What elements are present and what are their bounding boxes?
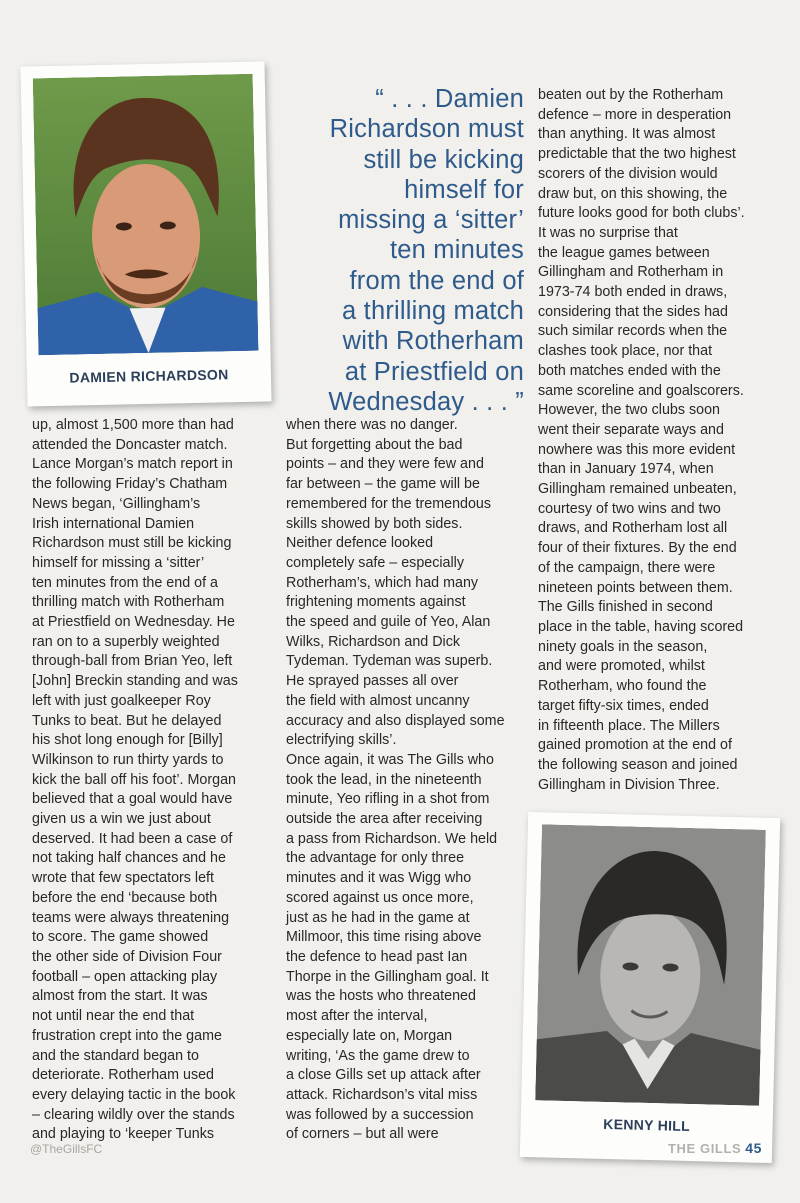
footer-magazine-name: THE GILLS (668, 1141, 742, 1156)
article-column-3: beaten out by the Rotherham defence – more in desperation than anything. It was almost predictable that the two highest scorers of the division would draw but, on this showing, the future looks good for both clubs’. It was no surprise that the league games between Gillingham and Rotherham in 1973-74 both ended in draws, considering that the sides had such similar records when the clashes took place, nor that both matches ended with the same scoreline and goalscorers. However, the two clubs soon went their separate ways and nowhere was this more evident than in January 1974, when Gillingham remained unbeaten, courtesy of two wins and two draws, and Rotherham lost all four of their fixtures. By the end of the campaign, there were nineteen points between them. The Gills finished in second place in the table, having scored ninety goals in the season, and were promoted, whilst Rotherham, who found the target fifty-six times, ended in fifteenth place. The Millers gained promotion at the end of the following season and joined Gillingham in Division Three. (538, 87, 745, 793)
damien-richardson-photo (33, 74, 259, 356)
pull-quote: “ . . . Damien Richardson must still be kicking himself for missing a ‘sitter’ ten minutes from the end of a thrilling match with Rotherham at Priestfield on Wednesday . . . ” (328, 85, 524, 416)
article-column-2: when there was no danger. But forgetting about the bad points – and they were few and far between – the game will be remembered for the tremendous skills showed by both sides. Neither defence looked completely safe – especially Rotherham’s, which had many frightening moments against the speed and guile of Yeo, Alan Wilks, Richardson and Dick Tydeman. Tydeman was superb. He sprayed passes all over the field with almost uncanny accuracy and also displayed some electrifying skills’. Once again, it was The Gills who took the lead, in the nineteenth minute, Yeo rifling in a shot from outside the area after receiving a pass from Richardson. We held the advantage for only three minutes and it was Wigg who scored against us once more, just as he had in the game at Millmoor, this time rising above the defence to head past Ian Thorpe in the Gillingham goal. It was the hosts who threatened most after the interval, especially late on, Morgan writing, ‘As the game drew to a close Gills set up attack after attack. Richardson’s vital miss was followed by a succession of corners – but all were (286, 417, 505, 1143)
kenny-hill-caption: KENNY HILL (603, 1115, 691, 1135)
kenny-hill-photo-card (520, 812, 780, 1163)
footer-page-info (668, 1140, 762, 1156)
page-number: 45 (745, 1140, 763, 1156)
kenny-hill-photo (535, 824, 766, 1105)
damien-richardson-photo-card (20, 61, 271, 406)
footer-social-handle: @TheGillsFC (30, 1142, 103, 1156)
article-column-1: up, almost 1,500 more than had attended the Doncaster match. Lance Morgan’s match report in the following Friday’s Chatham News began, ‘Gillingham’s Irish international Damien Richardson must still be kicking himself for missing a ‘sitter’ ten minutes from the end of a thrilling match with Rotherham at Priestfield on Wednesday. He ran on to a superbly weighted through-ball from Brian Yeo, left [John] Breckin standing and was left with just goalkeeper Roy Tunks to beat. But he delayed his shot long enough for [Billy] Wilkinson to run thirty yards to kick the ball off his foot’. Morgan believed that a goal would have given us a win we just about deserved. It had been a case of not taking half chances and he wrote that few spectators left before the end ‘because both teams were always threatening to score. The game showed the other side of Division Four football – open attacking play almost from the start. It was not until near the end that frustration crept into the game and the standard began to deteriorate. Rotherham used every delaying tactic in the book – clearing wildly over the stands and playing to ‘keeper Tunks (32, 417, 238, 1143)
damien-richardson-caption: DAMIEN RICHARDSON (69, 366, 229, 386)
